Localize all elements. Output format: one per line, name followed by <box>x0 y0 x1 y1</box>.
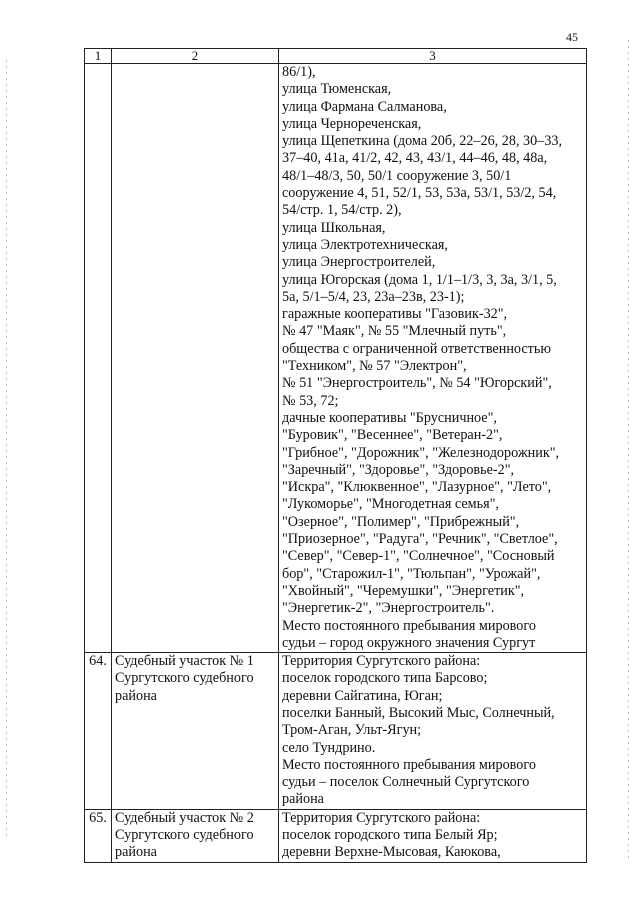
territory-description-line: улица Фармана Салманова, <box>282 98 447 115</box>
territory-description-line: дачные кооперативы "Брусничное", <box>282 409 497 426</box>
territory-description-line: улица Югорская (дома 1, 1/1–1/3, 3, 3а, 3/1, 5, <box>282 271 557 288</box>
territory-description-line: "Лукоморье", "Многодетная семья", <box>282 496 499 513</box>
row-number-cell <box>85 64 112 653</box>
territory-description-line: улица Школьная, <box>282 219 386 236</box>
court-district-name-line: Судебный участок № 2 <box>115 809 254 826</box>
territory-description-line: "Заречный", "Здоровье", "Здоровье-2", <box>282 461 515 478</box>
territory-description-line: Место постоянного пребывания мирового <box>282 617 536 634</box>
territory-description-line: 86/1), <box>282 64 316 80</box>
column-header-3: 3 <box>279 49 587 64</box>
territory-description-line: сооружение 4, 51, 52/1, 53, 53а, 53/1, 53/2, 54, <box>282 185 557 202</box>
territory-description-line: деревни Сайгатина, Юган; <box>282 687 443 704</box>
territory-description-line: "Буровик", "Весеннее", "Ветеран-2", <box>282 427 503 444</box>
territory-description-line: деревни Верхне-Мысовая, Каюкова, <box>282 844 501 861</box>
territory-description-line: общества с ограниченной ответственностью <box>282 340 551 357</box>
territory-description-line: "Грибное", "Дорожник", "Железнодорожник", <box>282 444 560 461</box>
court-district-name-line: Судебный участок № 1 <box>115 653 254 670</box>
territory-description-line: 37–40, 41а, 41/2, 42, 43, 43/1, 44–46, 48, 48а, <box>282 150 548 167</box>
territory-description-line: улица Энергостроителей, <box>282 254 436 271</box>
column-header-2: 2 <box>112 49 279 64</box>
territory-description-line: "Техником", № 57 "Электрон", <box>282 358 467 375</box>
territory-description-line: улица Электротехническая, <box>282 236 448 253</box>
territory-description-line: "Север", "Север-1", "Солнечное", "Сосновый <box>282 548 555 565</box>
court-district-name-line: Сургутского судебного <box>115 670 254 687</box>
court-district-name-line: Сургутского судебного <box>115 827 254 844</box>
territory-description-line: Тром-Аган, Ульт-Ягун; <box>282 722 422 739</box>
territory-description-line: № 47 "Маяк", № 55 "Млечный путь", <box>282 323 507 340</box>
table-body <box>85 64 587 863</box>
court-district-name-cell <box>112 64 279 653</box>
table-header-row <box>85 49 587 64</box>
court-district-name-cell <box>112 653 279 810</box>
territory-description-line: "Энергетик-2", "Энергостроитель". <box>282 600 495 617</box>
territory-description-cell <box>279 809 587 862</box>
left-edge-scan-mark <box>6 60 7 840</box>
court-district-name-line: района <box>115 844 157 861</box>
territory-description-line: № 53, 72; <box>282 392 339 409</box>
territory-description-line: поселок городского типа Белый Яр; <box>282 827 498 844</box>
territory-description-line: улица Тюменская, <box>282 81 392 98</box>
territory-description-cell <box>279 653 587 810</box>
table-row <box>85 64 587 653</box>
column-header-1: 1 <box>85 49 112 64</box>
row-number-cell: 64. <box>85 653 112 810</box>
territory-description-line: 5а, 5/1–5/4, 23, 23а–23в, 23-1); <box>282 288 465 305</box>
territory-description-line: село Тундрино. <box>282 739 376 756</box>
territory-description-line: "Приозерное", "Радуга", "Речник", "Светлое", <box>282 531 558 548</box>
territory-description-line: гаражные кооперативы "Газовик-32", <box>282 306 508 323</box>
court-districts-table <box>84 48 587 863</box>
territory-description-line: судьи – город окружного значения Сургут <box>282 634 536 651</box>
territory-description-line: поселки Банный, Высокий Мыс, Солнечный, <box>282 704 555 721</box>
territory-description-line: "Хвойный", "Черемушки", "Энергетик", <box>282 582 525 599</box>
page-number: 45 <box>566 30 578 44</box>
court-district-name-cell <box>112 809 279 862</box>
right-edge-scan-mark <box>628 40 629 860</box>
territory-description-line: "Искра", "Клюквенное", "Лазурное", "Лето", <box>282 479 552 496</box>
territory-description-line: улица Черноречeнская, <box>282 115 422 132</box>
row-number-cell: 65. <box>85 809 112 862</box>
territory-description-line: Территория Сургутского района: <box>282 809 481 826</box>
territory-description-line: Место постоянного пребывания мирового <box>282 756 536 773</box>
territory-description-line: № 51 "Энергостроитель", № 54 "Югорский", <box>282 375 552 392</box>
territory-description-line: Территория Сургутского района: <box>282 653 481 670</box>
territory-description-line: 48/1–48/3, 50, 50/1 сооружение 3, 50/1 <box>282 167 512 184</box>
table-row <box>85 653 587 810</box>
territory-description-line: района <box>282 791 324 808</box>
territory-description-line: поселок городского типа Барсово; <box>282 670 488 687</box>
territory-description-cell <box>279 64 587 653</box>
table-row <box>85 809 587 862</box>
territory-description-line: 54/стр. 1, 54/стр. 2), <box>282 202 402 219</box>
territory-description-line: судьи – поселок Солнечный Сургутского <box>282 774 530 791</box>
court-district-name-line: района <box>115 687 157 704</box>
territory-description-line: бор", "Старожил-1", "Тюльпан", "Урожай", <box>282 565 541 582</box>
territory-description-line: "Озерное", "Полимер", "Прибрежный", <box>282 513 520 530</box>
territory-description-line: улица Щепеткина (дома 20б, 22–26, 28, 30–33, <box>282 133 563 150</box>
